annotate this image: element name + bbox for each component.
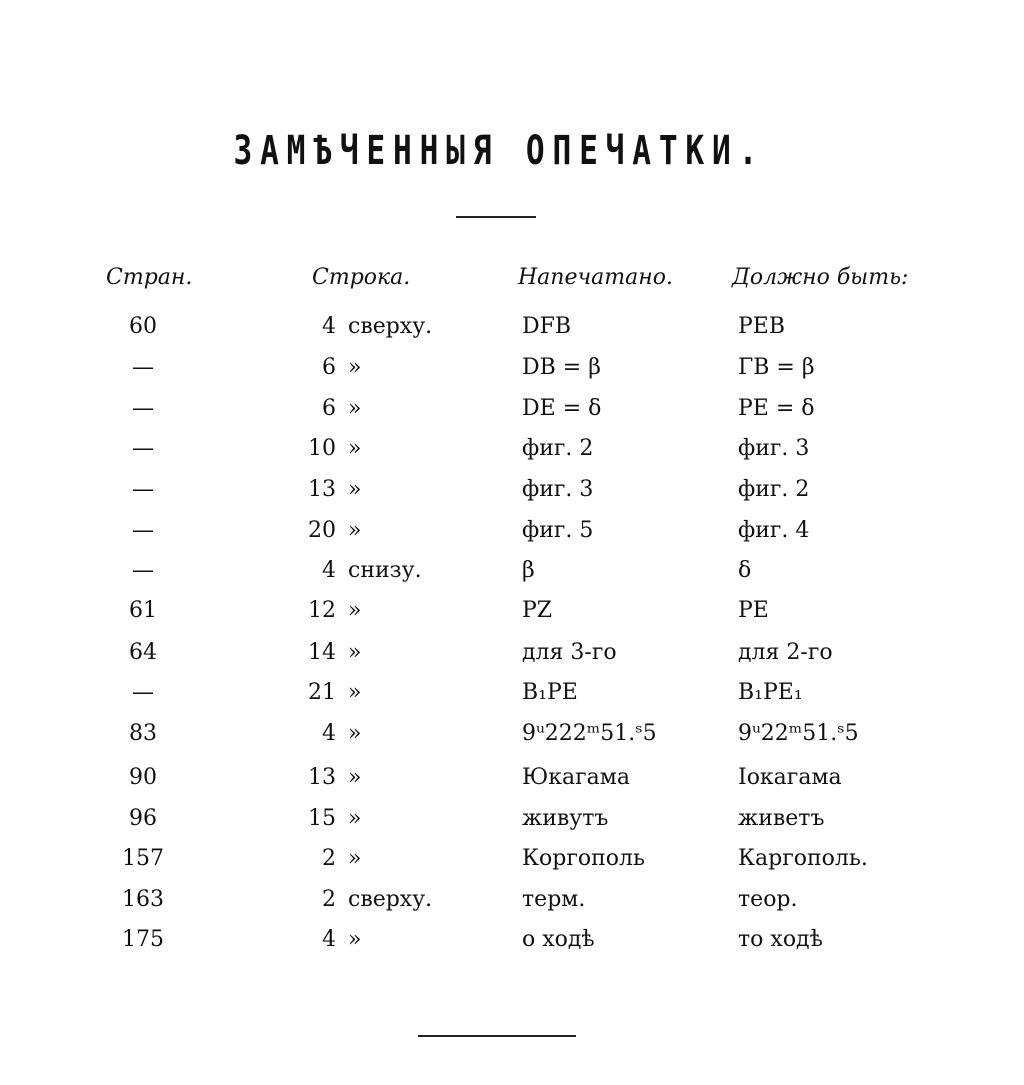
bottom-divider	[418, 1035, 576, 1037]
header-page: Стран.	[106, 265, 193, 290]
cell-line: 4	[322, 314, 336, 339]
cell-printed: фиг. 5	[522, 518, 594, 543]
cell-should: ΓB = β	[738, 355, 815, 380]
cell-line: 6	[322, 396, 336, 421]
cell-line: 2	[322, 846, 336, 871]
cell-printed: DE = δ	[522, 396, 602, 421]
cell-should: живетъ	[738, 806, 825, 831]
cell-page: —	[132, 355, 154, 380]
cell-printed: β	[522, 558, 535, 583]
cell-printed: для 3-го	[522, 640, 617, 665]
cell-page: —	[132, 680, 154, 705]
header-printed: Напечатано.	[518, 265, 673, 290]
title-divider	[456, 216, 536, 218]
cell-should: фиг. 3	[738, 436, 810, 461]
cell-printed: о ходѣ	[522, 927, 595, 952]
cell-should: теор.	[738, 887, 798, 912]
cell-printed: Коргополь	[522, 846, 645, 871]
cell-page: —	[132, 477, 154, 502]
cell-page: 157	[122, 846, 164, 871]
cell-where: »	[348, 765, 362, 790]
cell-line: 13	[308, 765, 336, 790]
cell-page: 61	[129, 598, 157, 623]
cell-line: 13	[308, 477, 336, 502]
cell-printed: 9ᵘ222ᵐ51.ˢ5	[522, 721, 657, 746]
cell-printed: PZ	[522, 598, 553, 623]
cell-line: 20	[308, 518, 336, 543]
cell-line: 10	[308, 436, 336, 461]
cell-line: 15	[308, 806, 336, 831]
cell-should: Iокагама	[738, 765, 842, 790]
cell-where: »	[348, 396, 362, 421]
page-title: ЗАМѢЧЕННЫЯ ОПЕЧАТКИ.	[233, 128, 766, 174]
cell-should: PEB	[738, 314, 786, 339]
cell-line: 2	[322, 887, 336, 912]
cell-page: 64	[129, 640, 157, 665]
cell-where: сверху.	[348, 314, 433, 339]
cell-printed: живутъ	[522, 806, 609, 831]
cell-where: »	[348, 846, 362, 871]
cell-page: 96	[129, 806, 157, 831]
cell-should: PE	[738, 598, 769, 623]
cell-where: »	[348, 721, 362, 746]
cell-where: »	[348, 436, 362, 461]
cell-where: »	[348, 927, 362, 952]
header-should-be: Должно быть:	[732, 265, 909, 290]
cell-should: фиг. 4	[738, 518, 810, 543]
cell-should: фиг. 2	[738, 477, 810, 502]
cell-page: 83	[129, 721, 157, 746]
cell-where: »	[348, 806, 362, 831]
cell-page: 163	[122, 887, 164, 912]
cell-line: 4	[322, 927, 336, 952]
cell-page: —	[132, 558, 154, 583]
cell-line: 12	[308, 598, 336, 623]
cell-page: 175	[122, 927, 164, 952]
cell-page: —	[132, 436, 154, 461]
header-line: Строка.	[312, 265, 411, 290]
cell-where: »	[348, 640, 362, 665]
cell-printed: фиг. 2	[522, 436, 594, 461]
cell-printed: фиг. 3	[522, 477, 594, 502]
cell-line: 21	[308, 680, 336, 705]
cell-should: Каргополь.	[738, 846, 868, 871]
cell-where: »	[348, 355, 362, 380]
cell-page: 90	[129, 765, 157, 790]
cell-line: 6	[322, 355, 336, 380]
cell-where: »	[348, 477, 362, 502]
cell-where: »	[348, 598, 362, 623]
cell-should: то ходѣ	[738, 927, 823, 952]
cell-should: δ	[738, 558, 752, 583]
cell-should: для 2-го	[738, 640, 833, 665]
cell-printed: терм.	[522, 887, 586, 912]
cell-page: —	[132, 396, 154, 421]
cell-line: 4	[322, 721, 336, 746]
cell-page: —	[132, 518, 154, 543]
cell-printed: B₁PE	[522, 680, 578, 705]
cell-should: PE = δ	[738, 396, 815, 421]
cell-printed: DB = β	[522, 355, 601, 380]
cell-should: B₁PE₁	[738, 680, 803, 705]
cell-line: 4	[322, 558, 336, 583]
cell-where: сверху.	[348, 887, 433, 912]
cell-printed: Юкагама	[522, 765, 630, 790]
cell-where: »	[348, 518, 362, 543]
cell-line: 14	[308, 640, 336, 665]
cell-should: 9ᵘ22ᵐ51.ˢ5	[738, 721, 859, 746]
cell-where: »	[348, 680, 362, 705]
cell-page: 60	[129, 314, 157, 339]
cell-printed: DFB	[522, 314, 572, 339]
cell-where: снизу.	[348, 558, 422, 583]
